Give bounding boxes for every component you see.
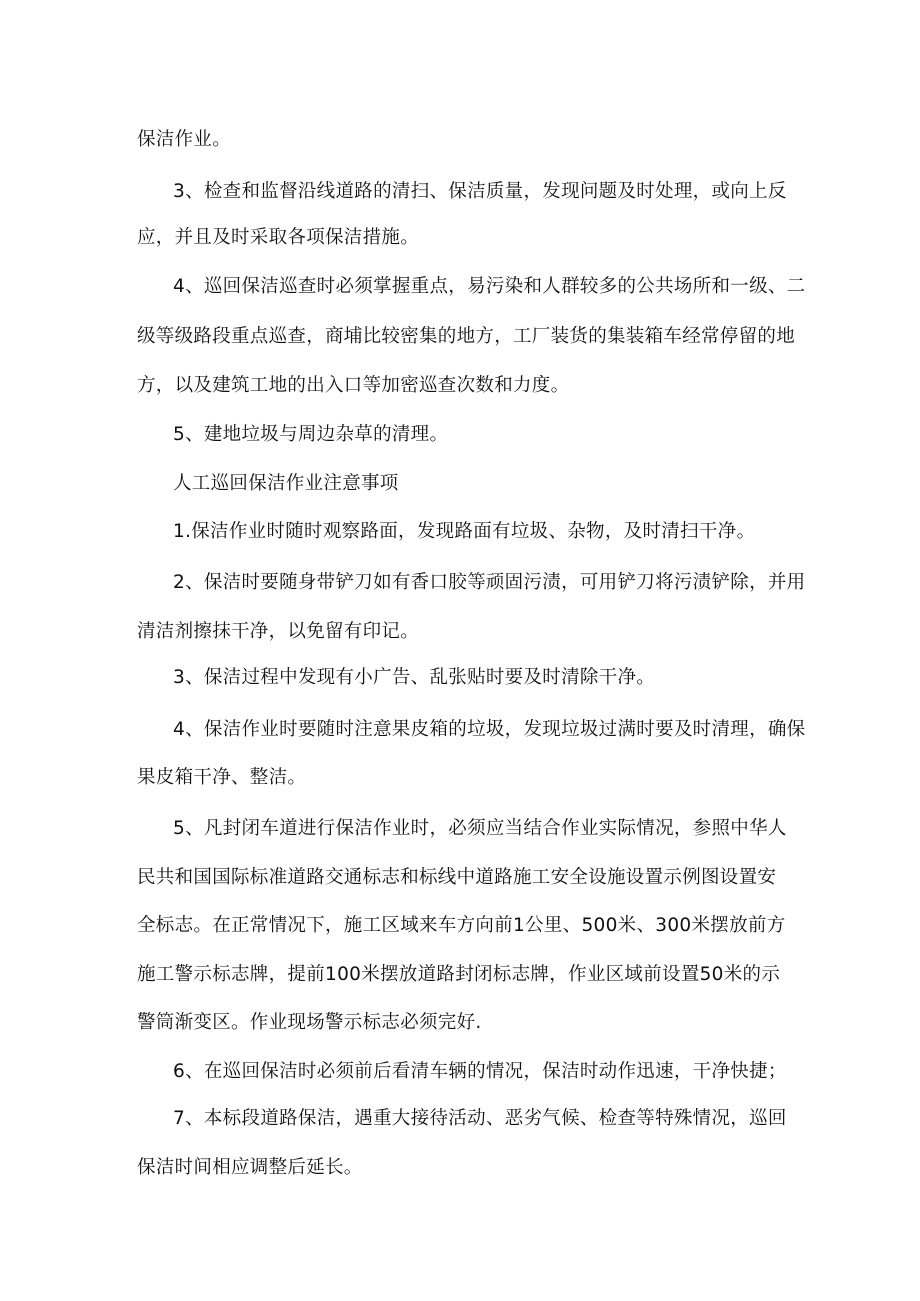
- text-line: 保洁作业。: [137, 129, 232, 150]
- section-heading: 人工巡回保洁作业注意事项: [173, 473, 399, 494]
- text-line: 应，并且及时采取各项保洁措施。: [137, 227, 420, 248]
- text-line: 3、保洁过程中发现有小广告、乱张贴时要及时清除干净。: [173, 667, 656, 688]
- text-line: 方，以及建筑工地的出入口等加密巡查次数和力度。: [137, 375, 570, 396]
- text-line: 4、保洁作业时要随时注意果皮箱的垃圾，发现垃圾过满时要及时清理，确保: [173, 719, 806, 740]
- text-line: 民共和国国际标准道路交通标志和标线中道路施工安全设施设置示例图设置安: [137, 867, 777, 888]
- text-line: 3、检查和监督沿线道路的清扫、保洁质量，发现问题及时处理，或向上反: [173, 181, 787, 202]
- text-line: 果皮箱干净、整洁。: [137, 767, 307, 788]
- text-line: 1.保洁作业时随时观察路面，发现路面有垃圾、杂物，及时清扫干净。: [173, 521, 756, 542]
- text-line: 保洁时间相应调整后延长。: [137, 1157, 363, 1178]
- text-line: 级等级路段重点巡查，商埔比较密集的地方，工厂装货的集装箱车经常停留的地: [137, 326, 796, 347]
- text-line: 7、本标段道路保洁，遇重大接待活动、恶劣气候、检查等特殊情况，巡回: [173, 1108, 787, 1129]
- text-line: 2、保洁时要随身带铲刀如有香口胶等顽固污渍，可用铲刀将污渍铲除，并用: [173, 572, 806, 593]
- text-line: 6、在巡回保洁时必须前后看清车辆的情况，保洁时动作迅速，干净快捷；: [173, 1061, 787, 1082]
- text-line: 4、巡回保洁巡查时必须掌握重点，易污染和人群较多的公共场所和一级、二: [173, 276, 806, 297]
- text-line: 全标志。在正常情况下，施工区域来车方向前1公里、500米、300米摆放前方: [137, 915, 786, 936]
- text-line: 5、凡封闭车道进行保洁作业时，必须应当结合作业实际情况，参照中华人: [173, 818, 787, 839]
- text-line: 施工警示标志牌，提前100米摆放道路封闭标志牌，作业区域前设置50米的示: [137, 964, 781, 985]
- text-line: 警筒渐变区。作业现场警示标志必须完好.: [137, 1012, 482, 1033]
- text-line: 5、建地垃圾与周边杂草的清理。: [173, 424, 449, 445]
- text-line: 清洁剂擦抹干净，以免留有印记。: [137, 621, 420, 642]
